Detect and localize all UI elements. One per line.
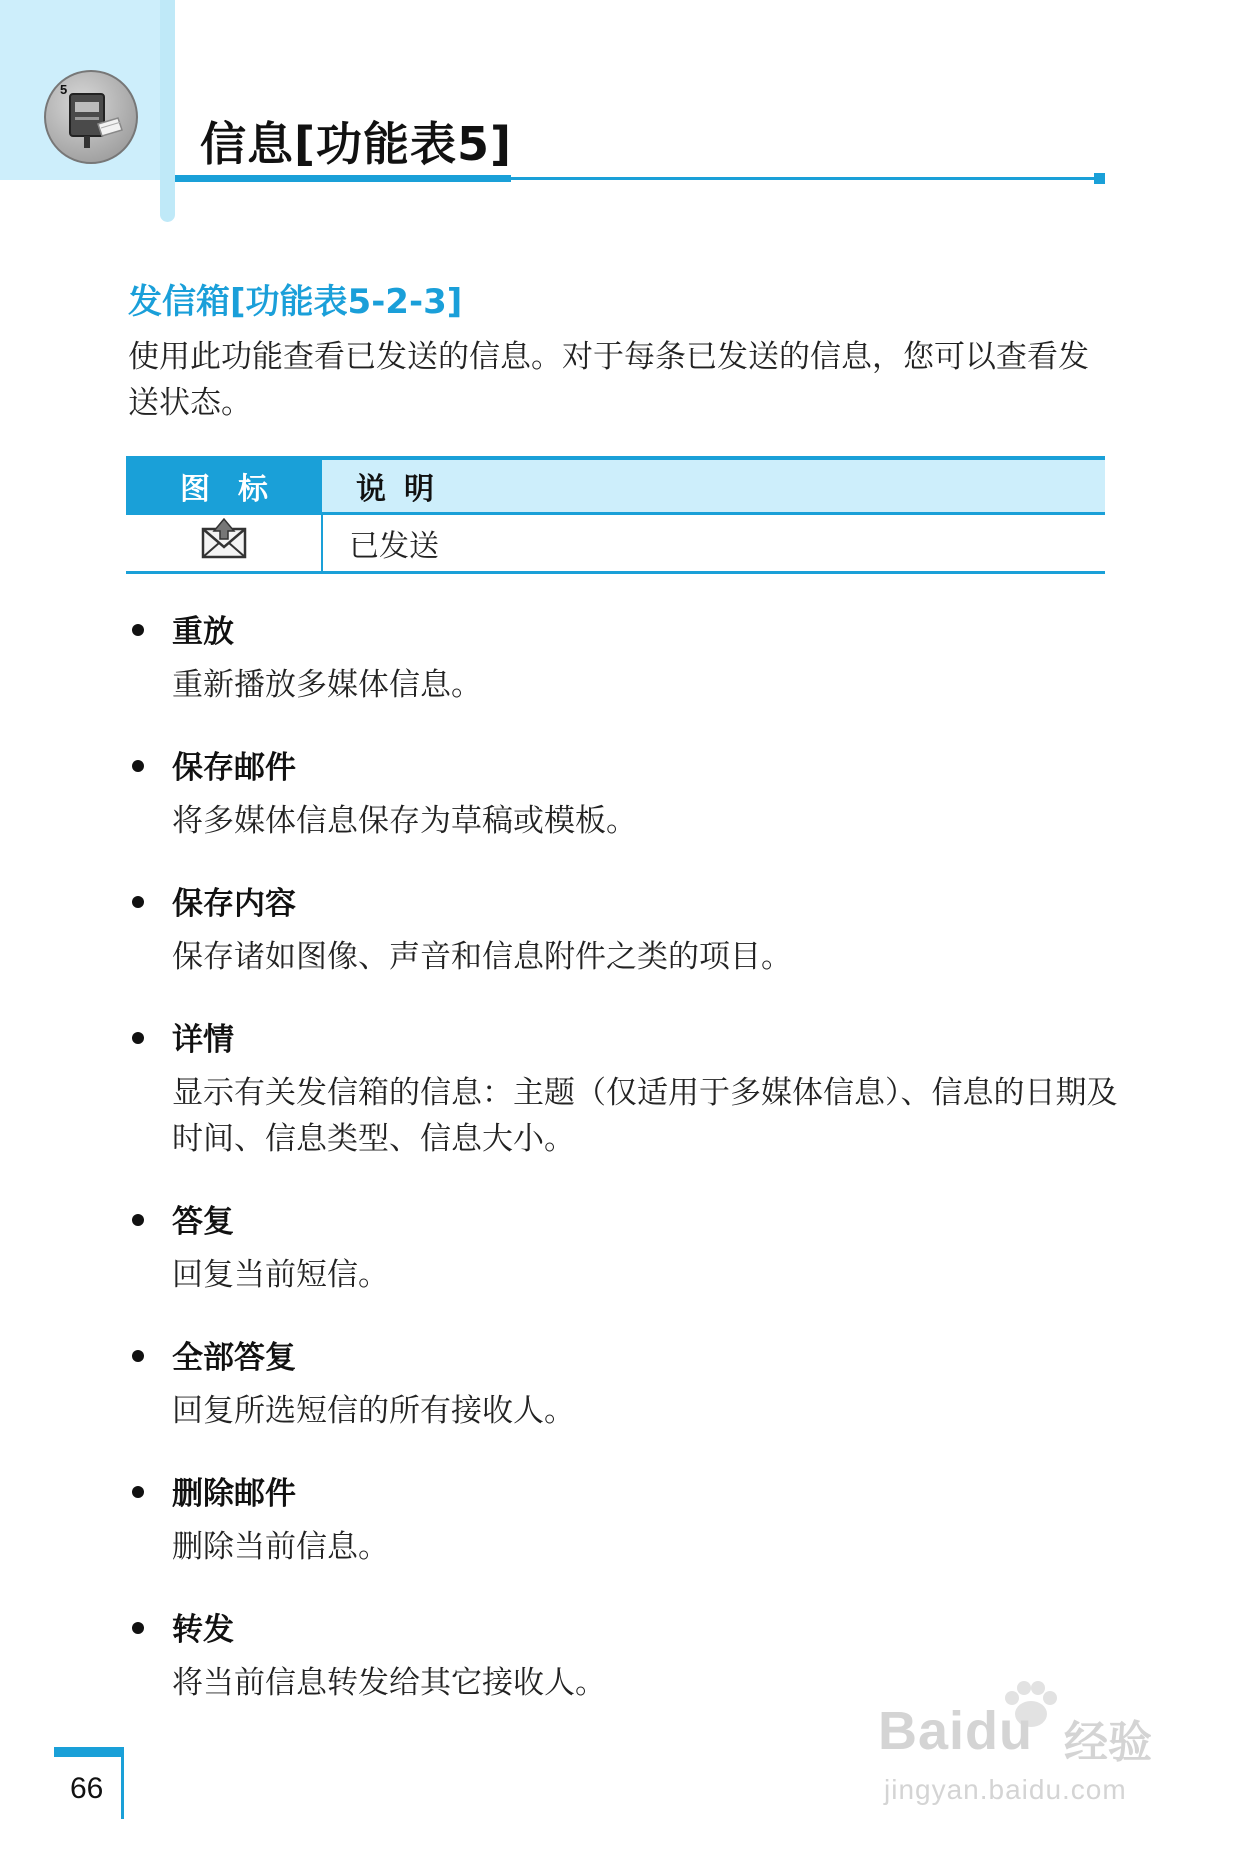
page-number: 66 [70, 1772, 104, 1805]
bullet-icon [132, 1032, 144, 1044]
bullet-icon [132, 1214, 144, 1226]
watermark-logo: Baidu [878, 1701, 1034, 1761]
page-number-bar [54, 1747, 124, 1757]
bullet-icon [132, 624, 144, 636]
list-item [128, 1472, 1118, 1570]
list-item [128, 882, 1118, 980]
item-description: 回复所选短信的所有接收人。 [172, 1393, 575, 1429]
item-title: 保存内容 [172, 886, 296, 922]
table-cell-icon [126, 514, 322, 573]
header-icon-column: 图标 [126, 458, 322, 514]
list-item [128, 610, 1118, 708]
item-description: 保存诸如图像、声音和信息附件之类的项目。 [172, 939, 792, 975]
icon-table [126, 456, 1105, 574]
bullet-icon [132, 760, 144, 772]
item-title: 删除邮件 [172, 1476, 296, 1512]
chapter-badge [44, 70, 138, 164]
header-vertical-bar [160, 0, 175, 222]
item-title: 详情 [172, 1022, 234, 1058]
item-description: 删除当前信息。 [172, 1529, 389, 1565]
table-row [126, 514, 1105, 573]
section-heading: 发信箱[功能表5-2-3] [128, 282, 463, 322]
title-rule-end [1094, 173, 1105, 184]
page-title: 信息[功能表5] [200, 117, 513, 171]
badge-number: 5 [60, 82, 68, 97]
header-description-column: 说明 [322, 458, 1105, 514]
sent-envelope-icon [200, 517, 248, 561]
list-item [128, 1200, 1118, 1298]
watermark-text: 经验 [1064, 1717, 1152, 1768]
watermark-url: jingyan.baidu.com [884, 1774, 1127, 1805]
item-title: 转发 [172, 1612, 234, 1648]
bullet-icon [132, 1350, 144, 1362]
bullet-icon [132, 1486, 144, 1498]
item-description: 显示有关发信箱的信息：主题（仅适用于多媒体信息）、信息的日期及时间、信息类型、信息大小。 [172, 1075, 1118, 1157]
list-item [128, 1336, 1118, 1434]
item-title: 重放 [172, 614, 234, 650]
mailbox-icon [46, 72, 136, 162]
item-description: 回复当前短信。 [172, 1257, 389, 1293]
bullet-icon [132, 896, 144, 908]
bullet-icon [132, 1622, 144, 1634]
icon-table-header [126, 458, 1105, 514]
list-item [128, 746, 1118, 844]
title-rule-thick [175, 175, 511, 182]
title-rule-thin [511, 177, 1099, 180]
item-description: 重新播放多媒体信息。 [172, 667, 482, 703]
list-item [128, 1018, 1118, 1162]
item-description: 将多媒体信息保存为草稿或模板。 [172, 803, 637, 839]
table-cell-description: 已发送 [322, 514, 1105, 573]
item-title: 全部答复 [172, 1340, 296, 1376]
item-title: 答复 [172, 1204, 234, 1240]
item-title: 保存邮件 [172, 750, 296, 786]
section-intro: 使用此功能查看已发送的信息。对于每条已发送的信息，您可以查看发送状态。 [128, 339, 1089, 421]
item-description: 将当前信息转发给其它接收人。 [172, 1665, 606, 1701]
page-number-line [121, 1757, 124, 1819]
baidu-watermark [878, 1680, 1208, 1810]
option-list [128, 610, 1118, 1744]
